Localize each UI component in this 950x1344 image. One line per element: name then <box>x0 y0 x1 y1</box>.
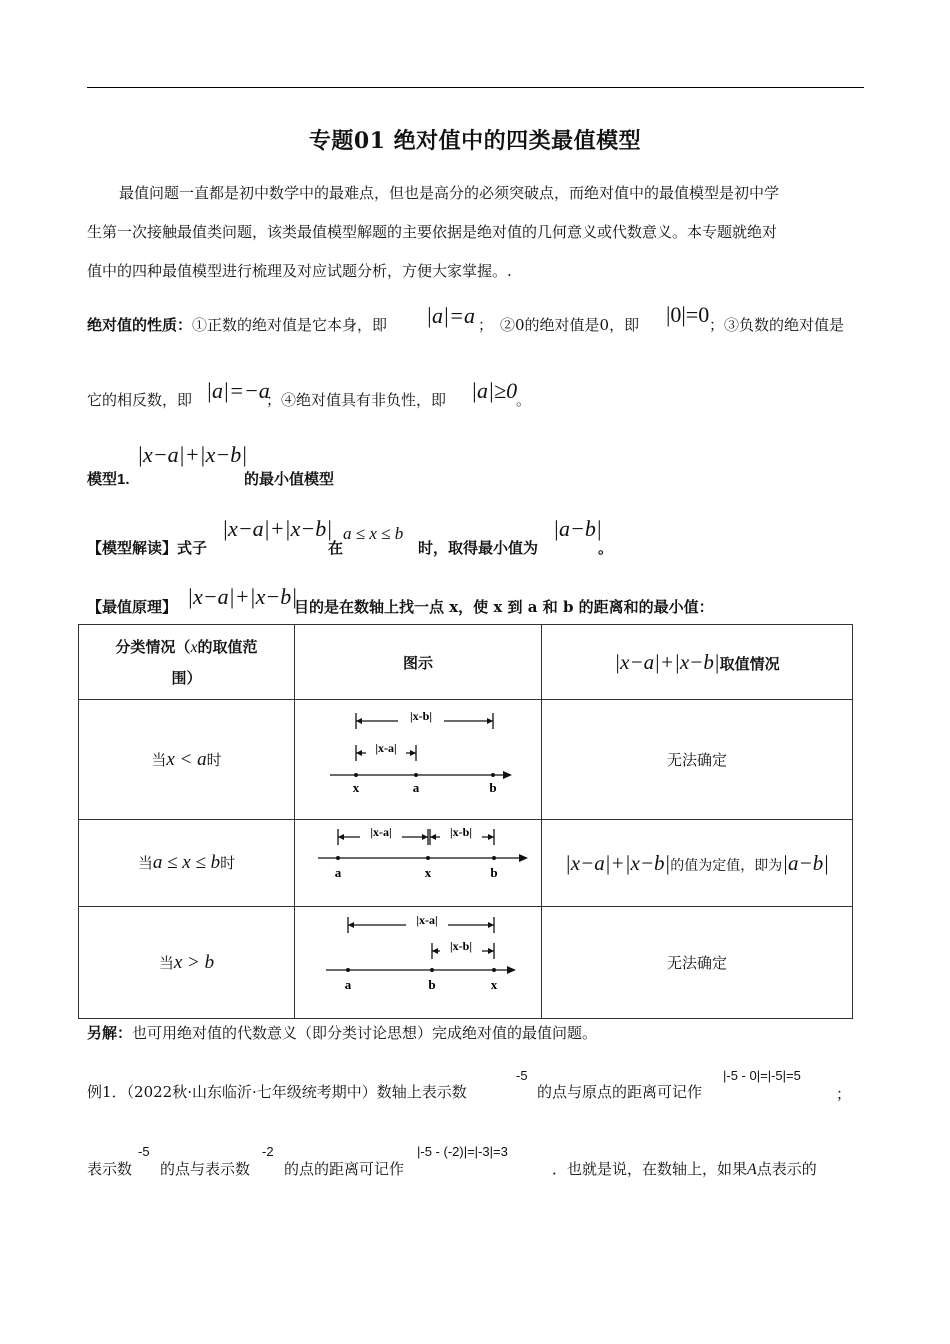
page-title: 专题01 绝对值中的四类最值模型 <box>308 128 642 154</box>
alt-label: 另解： <box>87 1024 133 1042</box>
property-3-text: ；③负数的绝对值是 <box>709 316 845 334</box>
interpret-min-value: |a−b| <box>553 516 602 541</box>
label-x-minus-b: |x-b| <box>450 825 472 839</box>
header-value: |x−a|+|x−b|取值情况 <box>542 625 853 700</box>
example-1-line-2c: 的点的距离可记作 <box>284 1160 405 1178</box>
point-b: b <box>428 976 436 992</box>
diagram-cell-3 <box>295 907 542 1019</box>
header-category: 分类情况（x的取值范 围） <box>79 625 295 700</box>
model-1-suffix: 的最小值模型 <box>244 470 335 488</box>
model-1-expression: |x−a|+|x−b| <box>137 442 248 467</box>
diagram-cell-1 <box>295 700 542 820</box>
label-x-minus-a: |x-a| <box>370 825 392 839</box>
properties-label: 绝对值的性质： <box>87 316 193 334</box>
property-sep: ； <box>478 316 494 334</box>
formula-nonneg: |a|≥0 <box>471 378 518 403</box>
example-number-neg2: -2 <box>262 1144 274 1159</box>
interpret-mid: 在 <box>328 539 344 557</box>
label-x-minus-a: |x-a| <box>416 912 438 927</box>
principle-text: 目的是在数轴上找一点 x，使 x 到 a 和 b 的距离和的最小值： <box>294 598 714 616</box>
interpret-condition: a ≤ x ≤ b <box>343 524 404 543</box>
formula-abs-zero: |0|=0 <box>666 302 710 327</box>
principle-expression: |x−a|+|x−b| <box>187 584 298 609</box>
header-diagram: 图示 <box>295 625 542 700</box>
example-number-neg5b: -5 <box>138 1144 150 1159</box>
example-1-line-2d: ．也就是说，在数轴上，如果A点表示的 <box>552 1160 817 1178</box>
table-header-row <box>79 625 853 700</box>
number-line-diagram-2 <box>298 821 538 901</box>
example-1-line-2a: 表示数 <box>87 1160 133 1178</box>
point-x: x <box>424 865 432 880</box>
classification-table <box>78 624 853 1019</box>
result-cell-2: |x−a|+|x−b|的值为定值，即为|a−b| <box>542 820 853 907</box>
table-row <box>79 700 853 820</box>
property-2-text: ②0的绝对值是0，即 <box>500 316 640 334</box>
alt-solution <box>87 1026 597 1041</box>
interpret-mid2: 时，取得最小值为 <box>418 539 539 557</box>
point-b: b <box>489 779 497 795</box>
model-1-prefix: 模型1. <box>87 471 130 488</box>
property-5-text: ；④绝对值具有非负性，即 <box>266 391 447 409</box>
alt-text: 也可用绝对值的代数意义（即分类讨论思想）完成绝对值的最值问题。 <box>132 1024 598 1042</box>
point-a: a <box>344 976 352 992</box>
example-1-line-2b: 的点与表示数 <box>160 1160 251 1178</box>
formula-abs-neg: |a|=−a <box>206 378 270 403</box>
point-a: a <box>412 779 420 795</box>
table-row <box>79 907 853 1019</box>
interpret-expression: |x−a|+|x−b| <box>222 516 333 541</box>
interpret-label: 【模型解读】式子 <box>87 539 208 557</box>
number-line-diagram-3 <box>298 911 538 1011</box>
interpret-end: 。 <box>598 539 614 557</box>
label-x-minus-a: |x-a| <box>375 740 397 755</box>
example-formula-1: |-5 - 0|=|-5|=5 <box>723 1068 801 1083</box>
result-cell-3: 无法确定 <box>542 907 853 1019</box>
intro-line-1: 最值问题一直都是初中数学中的最难点，但也是高分的必须突破点，而绝对值中的最值模型是初中学 <box>119 184 780 202</box>
example-1-line-1a: 例1．（2022秋·山东临沂·七年级统考期中）数轴上表示数 <box>87 1083 467 1101</box>
formula-abs-a: |a|=a <box>426 303 475 328</box>
label-x-minus-b: |x-b| <box>410 708 432 723</box>
principle-label: 【最值原理】 <box>87 598 178 616</box>
example-formula-2: |-5 - (-2)|=|-3|=3 <box>417 1144 508 1159</box>
case-x-between: 当a ≤ x ≤ b时 <box>79 820 295 907</box>
example-1-line-1b: 的点与原点的距离可记作 <box>537 1083 703 1101</box>
case-x-less-a: 当x < a时 <box>79 700 295 820</box>
example-semicolon: ； <box>836 1085 852 1103</box>
point-b: b <box>490 865 498 880</box>
property-end: 。 <box>516 391 532 409</box>
header-rule <box>87 87 864 88</box>
point-a: a <box>334 865 342 880</box>
label-x-minus-b: |x-b| <box>450 938 472 953</box>
properties-line-1 <box>87 318 387 333</box>
intro-line-2: 生第一次接触最值类问题，该类最值模型解题的主要依据是绝对值的几何意义或代数意义。本专题就绝对 <box>87 223 778 241</box>
example-number-neg5: -5 <box>516 1068 528 1083</box>
property-1-text: ①正数的绝对值是它本身，即 <box>192 316 388 334</box>
result-cell-1: 无法确定 <box>542 700 853 820</box>
table-row <box>79 820 853 907</box>
number-line-diagram-1 <box>298 703 538 813</box>
case-x-greater-b: 当x > b <box>79 907 295 1019</box>
intro-line-3: 值中的四种最值模型进行梳理及对应试题分析，方便大家掌握。. <box>87 262 512 280</box>
point-x: x <box>352 779 360 795</box>
property-4-text: 它的相反数，即 <box>87 391 193 409</box>
point-x: x <box>490 976 498 992</box>
diagram-cell-2 <box>295 820 542 907</box>
